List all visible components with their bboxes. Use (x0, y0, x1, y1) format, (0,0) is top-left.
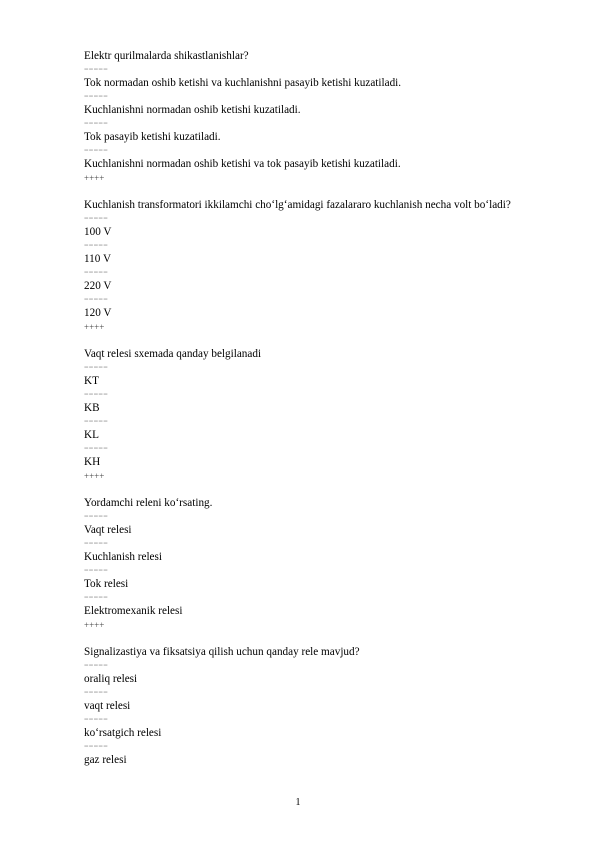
separator: ===== (84, 363, 109, 372)
separator: ===== (84, 512, 109, 521)
answer-option: ko‘rsatgich relesi (84, 727, 162, 739)
question-text: Kuchlanish transformatori ikkilamchi cho‘lg‘amidagi fazalararo kuchlanish necha volt bo‘ladi? (84, 199, 511, 211)
separator: ===== (84, 295, 109, 304)
question-block (84, 497, 554, 632)
answer-option: KB (84, 402, 100, 414)
answer-option: gaz relesi (84, 754, 127, 766)
question-block (84, 199, 554, 334)
separator: ===== (84, 593, 109, 602)
question-text: Yordamchi releni ko‘rsating. (84, 497, 213, 509)
separator: ===== (84, 92, 109, 101)
question-block (84, 646, 554, 767)
answer-option: Elektromexanik relesi (84, 605, 183, 617)
answer-option: Vaqt relesi (84, 524, 132, 536)
separator: ===== (84, 661, 109, 670)
answer-option: Kuchlanish relesi (84, 551, 162, 563)
answer-option: vaqt relesi (84, 700, 131, 712)
end-marker: ++++ (84, 471, 105, 481)
end-marker: ++++ (84, 173, 105, 183)
separator: ===== (84, 444, 109, 453)
separator: ===== (84, 688, 109, 697)
separator: ===== (84, 742, 109, 751)
question-text: Signalizastiya va fiksatsiya qilish uchun qanday rele mavjud? (84, 646, 360, 658)
answer-option: 100 V (84, 226, 112, 238)
separator: ===== (84, 214, 109, 223)
answer-option: 220 V (84, 280, 112, 292)
end-marker: ++++ (84, 322, 105, 332)
end-marker: ++++ (84, 620, 105, 630)
separator: ===== (84, 241, 109, 250)
answer-option: KT (84, 375, 99, 387)
separator: ===== (84, 119, 109, 128)
answer-option: Kuchlanishni normadan oshib ketishi va tok pasayib ketishi kuzatiladi. (84, 158, 401, 170)
separator: ===== (84, 715, 109, 724)
answer-option: KL (84, 429, 99, 441)
answer-option: 120 V (84, 307, 112, 319)
page-number: 1 (295, 797, 301, 808)
answer-option: Tok relesi (84, 578, 129, 590)
answer-option: oraliq relesi (84, 673, 138, 685)
separator: ===== (84, 268, 109, 277)
separator: ===== (84, 146, 109, 155)
answer-option: KH (84, 456, 101, 468)
question-text: Elektr qurilmalarda shikastlanishlar? (84, 50, 249, 62)
question-block (84, 348, 554, 483)
answer-option: Tok pasayib ketishi kuzatiladi. (84, 131, 221, 143)
answer-option: Tok normadan oshib ketishi va kuchlanishni pasayib ketishi kuzatiladi. (84, 77, 402, 89)
question-text: Vaqt relesi sxemada qanday belgilanadi (84, 348, 262, 360)
question-block (84, 50, 554, 185)
separator: ===== (84, 566, 109, 575)
separator: ===== (84, 539, 109, 548)
test-content (84, 50, 554, 767)
answer-option: Kuchlanishni normadan oshib ketishi kuzatiladi. (84, 104, 301, 116)
separator: ===== (84, 390, 109, 399)
answer-option: 110 V (84, 253, 112, 265)
separator: ===== (84, 417, 109, 426)
separator: ===== (84, 65, 109, 74)
